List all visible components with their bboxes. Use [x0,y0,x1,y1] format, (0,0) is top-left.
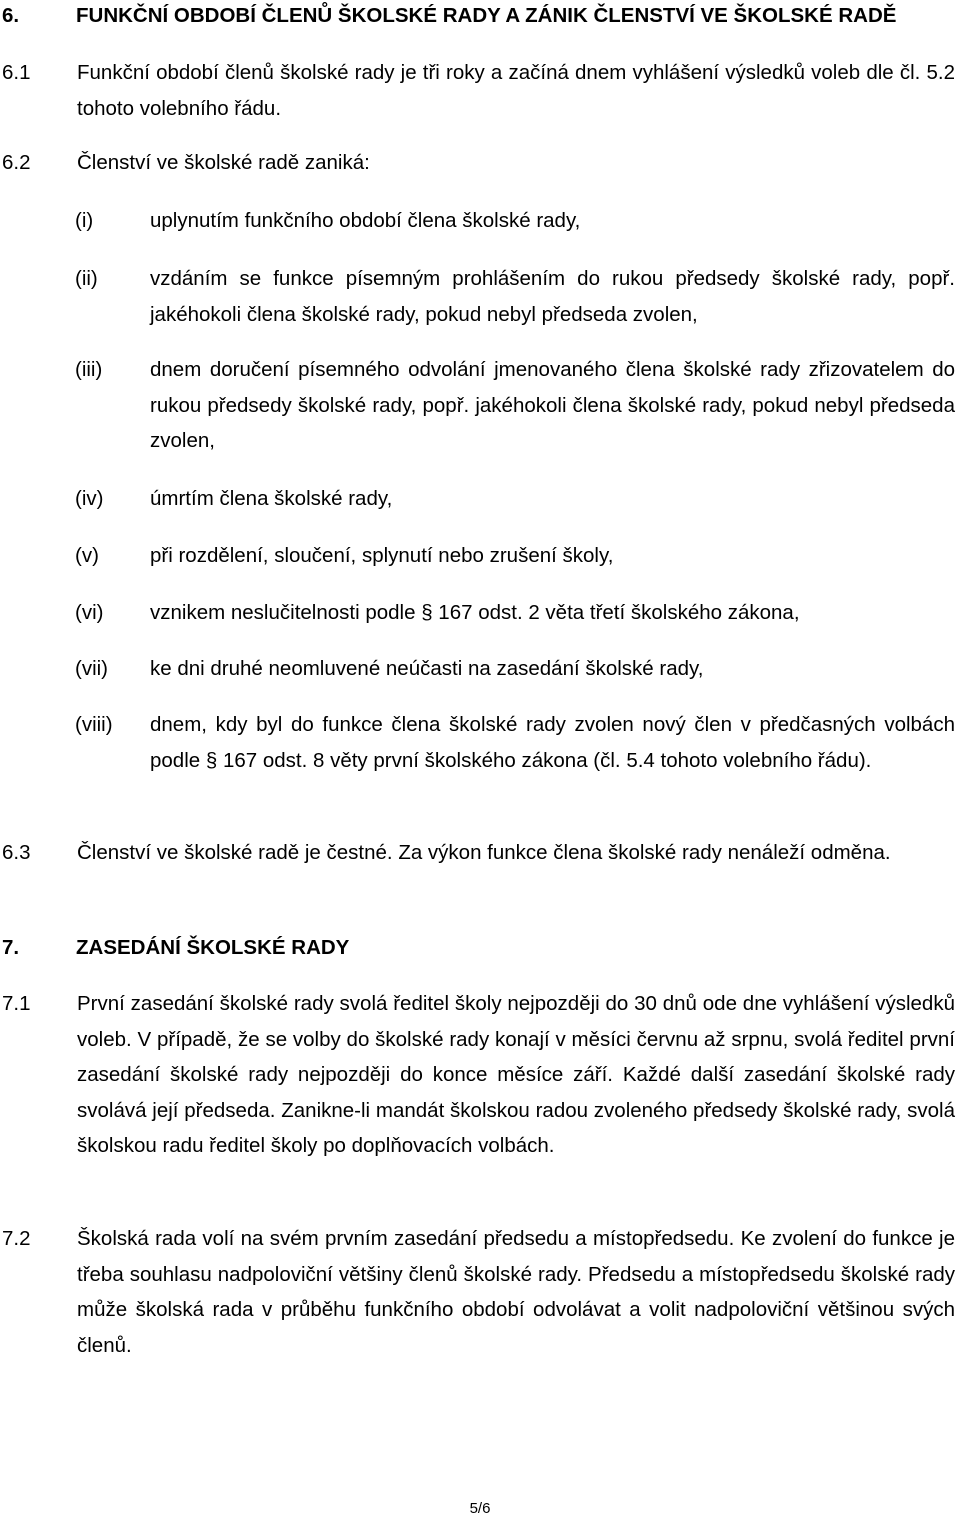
paragraph-6-3 [0,835,955,871]
list-item [75,651,955,687]
list-item-label: (ii) [75,267,98,290]
paragraph-text: Členství ve školské radě zaniká: [77,151,370,174]
paragraph-text: Funkční období členů školské rady je tři roky a začíná dnem vyhlášení výsledků voleb dle čl. 5.2 tohoto volebního řádu. [77,61,955,120]
list-item-text: dnem, kdy byl do funkce člena školské rady zvolen nový člen v předčasných volbách podle § 167 odst. 8 věty první školského zákona (čl. 5.4 tohoto volebního řádu). [150,713,955,772]
list-item-label: (v) [75,544,99,567]
paragraph-text: Školská rada volí na svém prvním zasedání předsedu a místopředsedu. Ke zvolení do funkce je třeba souhlasu nadpoloviční většiny členů školské rady. Předsedu a místopředsedu školské rady může školská rada v průběhu funkčního období odvolávat a volit nadpoloviční většinou svých členů. [77,1227,955,1357]
list-item-label: (vii) [75,657,109,680]
list-item-label: (iii) [75,358,103,381]
paragraph-7-1 [0,986,955,1164]
list-item [75,481,955,517]
paragraph-number: 7.2 [2,1227,31,1250]
list-item [75,595,955,631]
paragraph-text: Členství ve školské radě je čestné. Za výkon funkce člena školské rady nenáleží odměna. [77,841,891,864]
list-item [75,203,955,239]
section-title: ZASEDÁNÍ ŠKOLSKÉ RADY [76,936,350,959]
section-number: 6. [2,4,20,27]
list-item-label: (iv) [75,487,104,510]
list-item [75,707,955,778]
paragraph-text: První zasedání školské rady svolá ředitel školy nejpozději do 30 dnů ode dne vyhlášení výsledků voleb. V případě, že se volby do školské rady konají v měsíci červnu až srpnu, svolá ředitel první zasedání školské rady nejpozději do konce měsíce září. Každé další zasedání školské rady svolává její předseda. Zanikne-li mandát školskou radou zvoleného předsedy školské rady, svolá školskou radu ředitel školy po doplňovacích volbách. [77,992,955,1158]
list-item-text: ke dni druhé neomluvené neúčasti na zasedání školské rady, [150,657,704,680]
list-item [75,352,955,459]
section-heading-6 [0,0,960,34]
list-item [75,261,955,332]
page-number: 5/6 [469,1500,491,1517]
list-item-text: uplynutím funkčního období člena školské rady, [150,209,581,232]
list-item-text: vznikem neslučitelnosti podle § 167 odst. 2 věta třetí školského zákona, [150,601,800,624]
section-title: FUNKČNÍ OBDOBÍ ČLENŮ ŠKOLSKÉ RADY A ZÁNIK ČLENSTVÍ VE ŠKOLSKÉ RADĚ [76,4,897,27]
paragraph-number: 6.1 [2,61,31,84]
list-item-label: (viii) [75,713,113,736]
list-item [75,538,955,574]
paragraph-number: 6.3 [2,841,31,864]
paragraph-number: 6.2 [2,151,31,174]
list-item-label: (vi) [75,601,104,624]
list-item-label: (i) [75,209,94,232]
section-number: 7. [2,936,20,959]
list-item-text: při rozdělení, sloučení, splynutí nebo zrušení školy, [150,544,614,567]
paragraph-number: 7.1 [2,992,31,1015]
paragraph-6-2 [0,145,955,181]
list-item-text: úmrtím člena školské rady, [150,487,393,510]
paragraph-7-2 [0,1221,955,1363]
paragraph-6-1 [0,55,955,126]
list-item-text: dnem doručení písemného odvolání jmenovaného člena školské rady zřizovatelem do rukou předsedy školské rady, popř. jakéhokoli člena školské rady, pokud nebyl předseda zvolen, [150,358,955,453]
section-heading-7 [0,930,960,966]
list-item-text: vzdáním se funkce písemným prohlášením do rukou předsedy školské rady, popř. jakéhokoli člena školské rady, pokud nebyl předseda zvolen, [150,267,955,326]
